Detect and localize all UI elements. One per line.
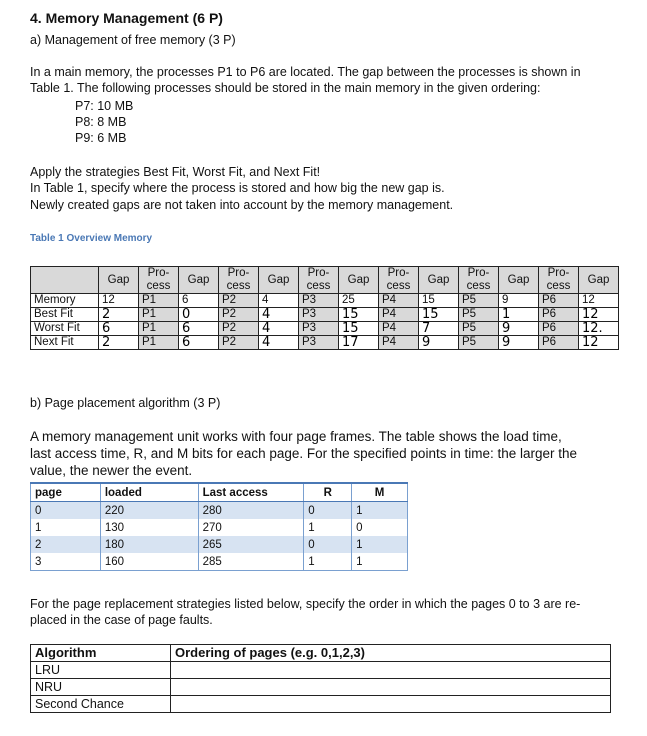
gap-cell: 25 <box>339 294 379 308</box>
algorithm-table <box>30 644 611 713</box>
process-cell: P4 <box>379 336 419 350</box>
last-access-cell: 280 <box>198 502 304 520</box>
r-bit-cell: 1 <box>304 519 352 536</box>
table-row <box>31 519 408 536</box>
part-b-intro-1: A memory management unit works with four page frames. The table shows the load time, <box>30 429 562 444</box>
row-label: Next Fit <box>31 336 99 350</box>
process-cell: P3 <box>299 308 339 322</box>
table1-caption: Table 1 Overview Memory <box>30 233 153 244</box>
part-a-intro-2: Table 1. The following processes should be stored in the main memory in the given ordering: <box>30 81 541 95</box>
gap-answer-cell[interactable]: 17 <box>339 336 379 350</box>
process-cell: P4 <box>379 294 419 308</box>
process-cell: P2 <box>219 322 259 336</box>
part-b-task-1: For the page replacement strategies listed below, specify the order in which the pages 0 to 3 are re- <box>30 597 581 611</box>
process-cell: P2 <box>219 308 259 322</box>
gap-answer-cell[interactable]: 1 <box>499 308 539 322</box>
process-cell: P6 <box>539 336 579 350</box>
part-b-task-2: placed in the case of page faults. <box>30 613 213 627</box>
header-r: R <box>304 483 352 502</box>
header-gap: Gap <box>499 267 539 294</box>
m-bit-cell: 1 <box>352 553 408 571</box>
process-cell: P4 <box>379 322 419 336</box>
gap-answer-cell[interactable]: 15 <box>419 308 459 322</box>
ordering-answer-cell[interactable] <box>171 696 611 713</box>
process-p7: P7: 10 MB <box>75 99 134 113</box>
part-a-task-1: Apply the strategies Best Fit, Worst Fit, and Next Fit! <box>30 165 321 179</box>
page-cell: 3 <box>31 553 101 571</box>
algorithm-label: Second Chance <box>31 696 171 713</box>
process-cell: P1 <box>139 308 179 322</box>
process-cell: P4 <box>379 308 419 322</box>
algorithm-row-second-chance <box>31 696 611 713</box>
page-cell: 0 <box>31 502 101 520</box>
gap-answer-cell[interactable]: 15 <box>339 308 379 322</box>
algorithm-label: NRU <box>31 679 171 696</box>
header-gap: Gap <box>259 267 299 294</box>
m-bit-cell: 0 <box>352 519 408 536</box>
gap-answer-cell[interactable]: 0 <box>179 308 219 322</box>
gap-answer-cell[interactable]: 15 <box>339 322 379 336</box>
process-cell: P5 <box>459 308 499 322</box>
table-row <box>31 502 408 520</box>
last-access-cell: 270 <box>198 519 304 536</box>
header-process: Pro- cess <box>219 267 259 294</box>
gap-answer-cell[interactable]: 12 <box>579 308 619 322</box>
header-last-access: Last access <box>198 483 304 502</box>
part-a-intro-1: In a main memory, the processes P1 to P6 are located. The gap between the processes is shown in <box>30 65 581 79</box>
gap-answer-cell[interactable]: 12 <box>579 336 619 350</box>
gap-answer-cell[interactable]: 7 <box>419 322 459 336</box>
header-loaded: loaded <box>100 483 198 502</box>
gap-cell: 4 <box>259 294 299 308</box>
last-access-cell: 265 <box>198 536 304 553</box>
ordering-answer-cell[interactable] <box>171 662 611 679</box>
m-bit-cell: 1 <box>352 536 408 553</box>
algorithm-row-nru <box>31 679 611 696</box>
header-gap: Gap <box>579 267 619 294</box>
memory-row <box>31 294 619 308</box>
part-a-task-2: In Table 1, specify where the process is stored and how big the new gap is. <box>30 181 445 195</box>
loaded-cell: 160 <box>100 553 198 571</box>
process-cell: P5 <box>459 294 499 308</box>
loaded-cell: 180 <box>100 536 198 553</box>
process-cell: P1 <box>139 336 179 350</box>
table-row <box>31 536 408 553</box>
worst-fit-row <box>31 322 619 336</box>
header-process: Pro- cess <box>379 267 419 294</box>
row-label: Worst Fit <box>31 322 99 336</box>
header-gap: Gap <box>419 267 459 294</box>
gap-answer-cell[interactable]: 9 <box>419 336 459 350</box>
row-label: Best Fit <box>31 308 99 322</box>
part-a-task-3: Newly created gaps are not taken into account by the memory management. <box>30 198 454 212</box>
header-cell <box>31 267 99 294</box>
header-process: Pro- cess <box>539 267 579 294</box>
process-p8: P8: 8 MB <box>75 115 127 129</box>
page-table-header <box>31 483 408 502</box>
page-cell: 2 <box>31 536 101 553</box>
header-process: Pro- cess <box>139 267 179 294</box>
part-b-intro-3: value, the newer the event. <box>30 463 193 478</box>
gap-answer-cell[interactable]: 2 <box>99 336 139 350</box>
process-cell: P6 <box>539 294 579 308</box>
process-cell: P1 <box>139 294 179 308</box>
gap-answer-cell[interactable]: 12. <box>579 322 619 336</box>
gap-answer-cell[interactable]: 4 <box>259 322 299 336</box>
next-fit-row <box>31 336 619 350</box>
header-process: Pro- cess <box>459 267 499 294</box>
process-cell: P3 <box>299 294 339 308</box>
gap-answer-cell[interactable]: 4 <box>259 308 299 322</box>
gap-cell: 15 <box>419 294 459 308</box>
table-row <box>31 553 408 571</box>
header-m: M <box>352 483 408 502</box>
process-cell: P1 <box>139 322 179 336</box>
header-process: Pro- cess <box>299 267 339 294</box>
process-cell: P3 <box>299 336 339 350</box>
ordering-answer-cell[interactable] <box>171 679 611 696</box>
m-bit-cell: 1 <box>352 502 408 520</box>
r-bit-cell: 0 <box>304 502 352 520</box>
header-gap: Gap <box>179 267 219 294</box>
process-cell: P6 <box>539 322 579 336</box>
gap-answer-cell[interactable]: 6 <box>99 322 139 336</box>
header-gap: Gap <box>99 267 139 294</box>
r-bit-cell: 0 <box>304 536 352 553</box>
gap-cell: 12 <box>99 294 139 308</box>
gap-cell: 6 <box>179 294 219 308</box>
gap-answer-cell[interactable]: 6 <box>179 322 219 336</box>
algorithm-row-lru <box>31 662 611 679</box>
memory-table <box>30 266 619 350</box>
algorithm-label: LRU <box>31 662 171 679</box>
process-cell: P2 <box>219 294 259 308</box>
header-page: page <box>31 483 101 502</box>
header-ordering: Ordering of pages (e.g. 0,1,2,3) <box>171 645 611 662</box>
part-b-title: b) Page placement algorithm (3 P) <box>30 396 221 410</box>
part-a-title: a) Management of free memory (3 P) <box>30 33 236 47</box>
gap-cell: 12 <box>579 294 619 308</box>
best-fit-row <box>31 308 619 322</box>
page-table <box>30 482 408 571</box>
process-cell: P5 <box>459 322 499 336</box>
part-b-intro-2: last access time, R, and M bits for each page. For the specified points in time: the larger the <box>30 446 578 461</box>
memory-table-header <box>31 267 619 294</box>
row-label: Memory <box>31 294 99 308</box>
process-cell: P6 <box>539 308 579 322</box>
header-algorithm: Algorithm <box>31 645 171 662</box>
gap-answer-cell[interactable]: 4 <box>259 336 299 350</box>
process-p9: P9: 6 MB <box>75 131 127 145</box>
loaded-cell: 220 <box>100 502 198 520</box>
section-title: 4. Memory Management (6 P) <box>30 10 223 26</box>
process-cell: P3 <box>299 322 339 336</box>
process-cell: P5 <box>459 336 499 350</box>
gap-answer-cell[interactable]: 9 <box>499 336 539 350</box>
last-access-cell: 285 <box>198 553 304 571</box>
process-cell: P2 <box>219 336 259 350</box>
gap-answer-cell[interactable]: 9 <box>499 322 539 336</box>
algorithm-table-header <box>31 645 611 662</box>
gap-answer-cell[interactable]: 2 <box>99 308 139 322</box>
gap-cell: 9 <box>499 294 539 308</box>
page-cell: 1 <box>31 519 101 536</box>
loaded-cell: 130 <box>100 519 198 536</box>
header-gap: Gap <box>339 267 379 294</box>
gap-answer-cell[interactable]: 6 <box>179 336 219 350</box>
r-bit-cell: 1 <box>304 553 352 571</box>
